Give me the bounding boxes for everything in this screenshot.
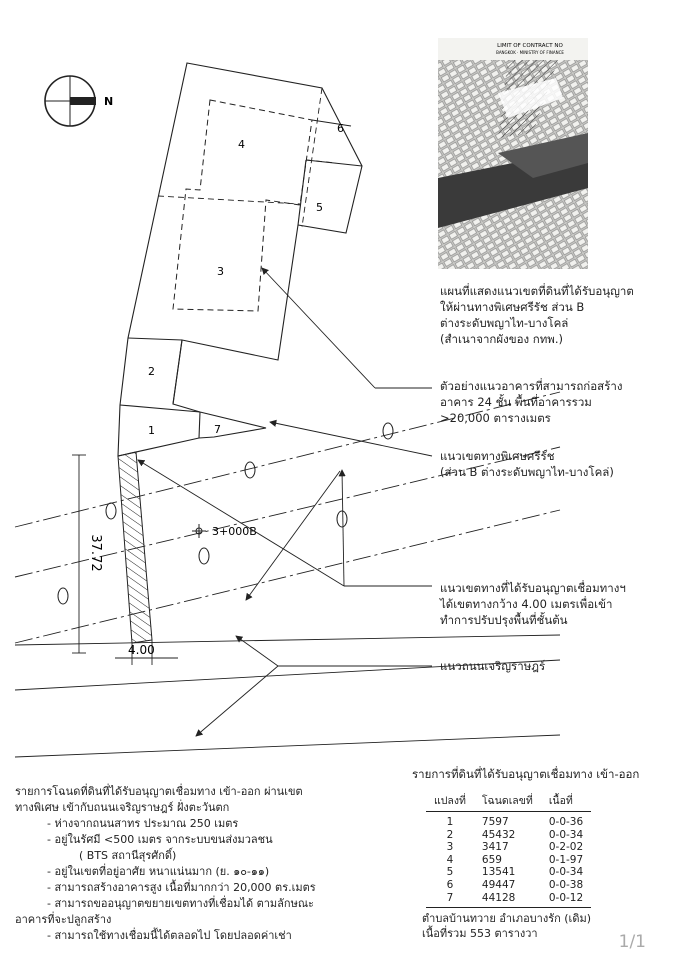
inset-location-map bbox=[438, 38, 588, 269]
note-item: - อยู่ในรัศมี <500 เมตร จากระบบขนส่งมวลชน bbox=[47, 833, 273, 846]
road-line-note: แนวถนนเจริญราษฎร์ bbox=[440, 659, 546, 673]
building-footprint bbox=[173, 100, 312, 311]
expressway-lines bbox=[15, 392, 560, 757]
parcel-label: 1 bbox=[148, 424, 155, 437]
page-indicator: 1/1 bbox=[618, 932, 646, 952]
table-row: 3 3417 0-2-02 bbox=[446, 841, 584, 854]
notes-intro: รายการโฉนดที่ดินที่ได้รับอนุญาตเชื่อมทาง เข้า-ออก ผ่านเขต ทางพิเศษ เข้ากับถนนเจริญราษฎร์ ฝั่งตะวันตก bbox=[15, 785, 303, 814]
width-dim-label: 4.00 bbox=[128, 643, 155, 657]
column-header: โฉนดเลขที่ bbox=[474, 790, 541, 812]
note-item: ( BTS สถานีสุรศักดิ์) bbox=[79, 849, 177, 862]
parcel-total-area: เนื้อที่รวม 553 ตารางวา bbox=[422, 927, 538, 941]
building-example-note: ตัวอย่างแนวอาคารที่สามารถก่อสร้าง อาคาร 24 ชั้น พื้นที่อาคารรวม >20,000 ตารางเมตร bbox=[440, 379, 623, 425]
map-header: BANGKOK · MINISTRY OF FINANCE bbox=[496, 50, 564, 55]
access-strip bbox=[118, 452, 152, 643]
parcel-list bbox=[412, 766, 652, 941]
parcel-label: 4 bbox=[238, 138, 245, 151]
parcel-outlines bbox=[118, 63, 362, 456]
permitted-boundary-note: แนวเขตทางที่ได้รับอนุญาตเชื่อมทางฯ ได้เขตทางกว้าง 4.00 เมตรเพื่อเข้า ทำการปรับปรุงพื้นที่ชั้นต้น bbox=[440, 581, 626, 627]
station-marker bbox=[192, 524, 206, 538]
leader-lines bbox=[138, 268, 432, 736]
table-row: 1 7597 0-0-36 bbox=[446, 816, 584, 828]
parcel-label: 2 bbox=[148, 365, 155, 378]
expressway-boundary-note: แนวเขตทางพิเศษศรีรัช (ส่วน B ต่างระดับพญาไท-บางโคล่) bbox=[440, 449, 614, 479]
table-row: 5 13541 0-0-34 bbox=[446, 866, 584, 879]
compass bbox=[45, 76, 96, 126]
parcel-location: ตำบลบ้านทวาย อำเภอบางรัก (เดิม) bbox=[422, 912, 592, 926]
station-label: 3+000B bbox=[212, 525, 257, 538]
parcel-label: 6 bbox=[337, 122, 344, 135]
north-label: N bbox=[104, 95, 114, 108]
note-item: - สามารถสร้างอาคารสูง เนื้อที่มากกว่า 20,000 ตร.เมตร bbox=[47, 881, 316, 894]
note-item: อาคารที่จะปลูกสร้าง bbox=[15, 913, 112, 926]
map-caption: แผนที่แสดงแนวเขตที่ดินที่ได้รับอนุญาต ให้ผ่านทางพิเศษศรีรัช ส่วน B ต่างระดับพญาไท-บางโคล่ (สำเนาจากผังของ กทพ.) bbox=[440, 284, 634, 346]
parcel-labels bbox=[148, 122, 344, 437]
parcel-list-title: รายการที่ดินที่ได้รับอนุญาตเชื่อมทาง เข้า-ออก bbox=[412, 767, 640, 781]
note-item: - อยู่ในเขตที่อยู่อาศัย หนาแน่นมาก (ย. ๑๐-๑๑) bbox=[47, 865, 270, 878]
table-row: 7 44128 0-0-12 bbox=[426, 892, 591, 908]
map-header: LIMIT OF CONTRACT NO bbox=[497, 43, 563, 49]
table-row: 4 659 0-1-97 bbox=[446, 853, 584, 866]
note-item: - สามารถใช้ทางเชื่อมนี้ได้ตลอดไป โดยปลอดค่าเช่า bbox=[47, 929, 292, 942]
parcel-label: 3 bbox=[217, 265, 224, 278]
deed-notes bbox=[15, 784, 415, 944]
parcel-label: 7 bbox=[214, 423, 221, 436]
column-header: เนื้อที่ bbox=[541, 790, 591, 812]
table-row: 6 49447 0-0-38 bbox=[446, 878, 584, 891]
parcel-divisions bbox=[158, 88, 336, 227]
parcel-label: 5 bbox=[316, 201, 323, 214]
length-dimension bbox=[72, 455, 86, 653]
parcel-table bbox=[426, 790, 591, 908]
length-dim-label: 37.72 bbox=[88, 534, 103, 572]
note-item: - ห่างจากถนนสาทร ประมาณ 250 เมตร bbox=[47, 817, 239, 830]
column-header: แปลงที่ bbox=[426, 790, 474, 812]
table-row: 2 45432 0-0-34 bbox=[446, 828, 584, 841]
note-item: - สามารถขออนุญาตขยายเขตทางที่เชื่อมได้ ตามลักษณะ bbox=[47, 897, 314, 910]
notes-bullets bbox=[15, 816, 415, 944]
